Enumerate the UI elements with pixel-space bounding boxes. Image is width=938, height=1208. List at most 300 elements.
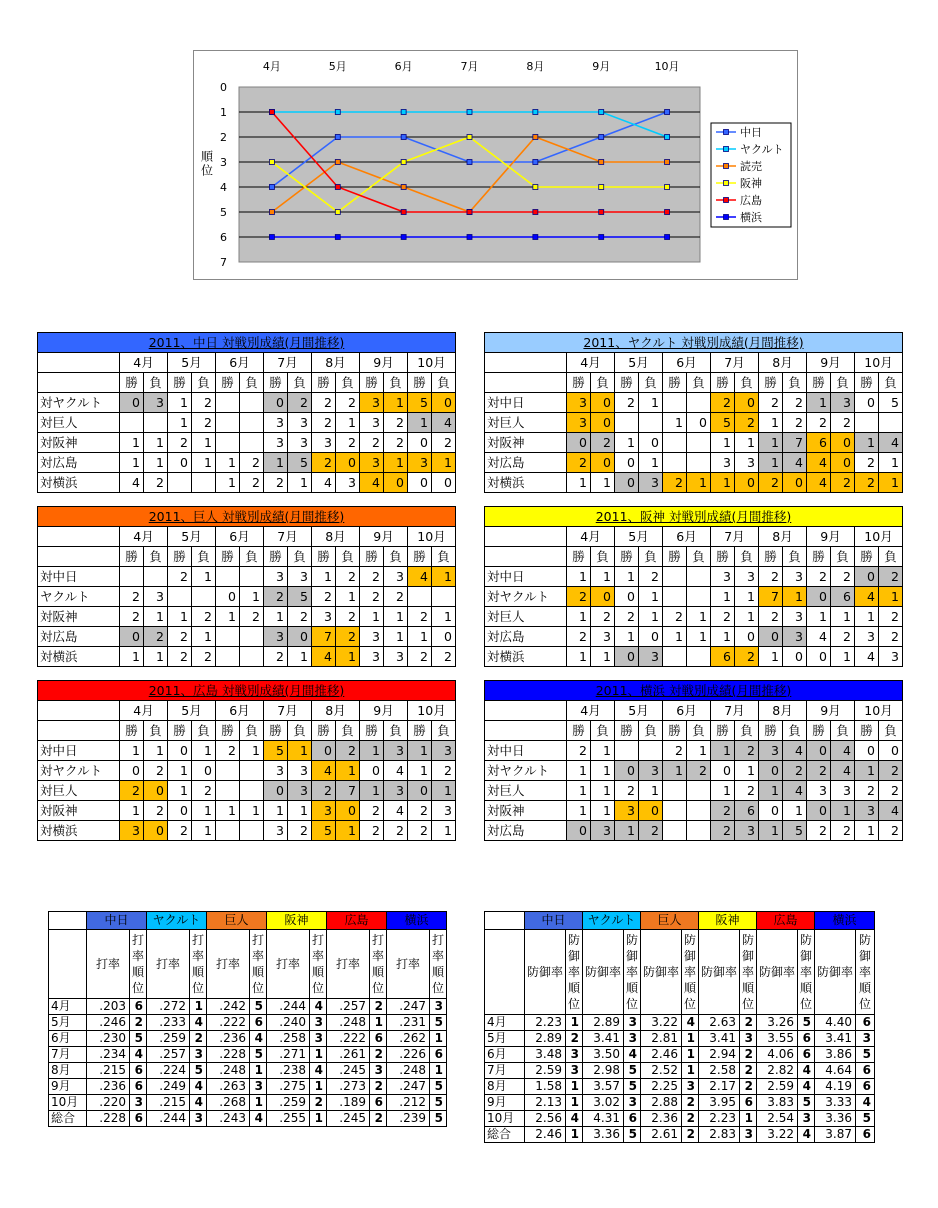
loss-header: 負 (240, 721, 264, 741)
win-cell: 2 (663, 607, 687, 627)
loss-cell: 2 (192, 413, 216, 433)
record-title-text: 2011、巨人 対戦別成績(月間推移) (148, 508, 345, 524)
loss-cell: 3 (288, 413, 312, 433)
stat-value: .226 (387, 1047, 430, 1063)
blank-header (485, 721, 567, 741)
loss-header: 負 (783, 721, 807, 741)
rank-value: 2 (370, 1111, 387, 1127)
win-cell: 0 (759, 761, 783, 781)
win-header: 勝 (120, 547, 144, 567)
opponent-label: 対ヤクルト (38, 761, 120, 781)
loss-cell: 0 (783, 647, 807, 667)
stat-value: 2.54 (757, 1111, 798, 1127)
rank-value: 1 (310, 1079, 327, 1095)
loss-cell: 3 (735, 453, 759, 473)
win-cell: 5 (408, 393, 432, 413)
loss-cell (240, 647, 264, 667)
rank-value: 5 (624, 1127, 641, 1143)
rank-value: 3 (798, 1111, 815, 1127)
opponent-label: 対広島 (38, 453, 120, 473)
win-header: 勝 (312, 547, 336, 567)
loss-cell: 1 (144, 453, 168, 473)
team-header: ヤクルト (147, 912, 207, 930)
win-cell: 6 (807, 433, 831, 453)
win-cell: 1 (408, 761, 432, 781)
rank-value: 2 (370, 1079, 387, 1095)
rank-header: 打率順位 (250, 930, 267, 999)
loss-cell: 2 (384, 821, 408, 841)
win-cell: 0 (615, 647, 639, 667)
loss-cell: 2 (288, 393, 312, 413)
loss-cell: 5 (288, 587, 312, 607)
loss-header: 負 (591, 547, 615, 567)
win-cell: 1 (264, 607, 288, 627)
loss-cell: 2 (336, 741, 360, 761)
loss-cell: 2 (879, 761, 903, 781)
y-tick-label: 3 (220, 156, 227, 169)
win-cell: 2 (120, 781, 144, 801)
month-header: 5月 (168, 701, 216, 721)
loss-cell: 1 (336, 647, 360, 667)
loss-cell: 1 (879, 587, 903, 607)
loss-cell: 2 (735, 413, 759, 433)
win-cell: 0 (567, 433, 591, 453)
win-header: 勝 (312, 373, 336, 393)
records-table-right (484, 332, 903, 841)
win-cell (120, 567, 144, 587)
win-cell: 4 (312, 647, 336, 667)
stat-value: .249 (147, 1079, 190, 1095)
win-cell: 2 (759, 473, 783, 493)
stat-value: .246 (87, 1015, 130, 1031)
rank-value: 1 (430, 1063, 447, 1079)
stat-value: 2.83 (699, 1127, 740, 1143)
win-header: 勝 (360, 547, 384, 567)
rank-value: 2 (370, 1047, 387, 1063)
loss-cell: 3 (288, 761, 312, 781)
blank-header (38, 527, 120, 547)
win-cell: 1 (216, 607, 240, 627)
blank-header (38, 721, 120, 741)
win-cell (663, 393, 687, 413)
win-cell: 2 (360, 567, 384, 587)
month-header: 4月 (567, 701, 615, 721)
data-point (533, 135, 538, 140)
win-cell: 2 (711, 801, 735, 821)
loss-cell: 2 (336, 607, 360, 627)
loss-cell (687, 393, 711, 413)
loss-cell: 1 (831, 647, 855, 667)
win-cell: 1 (855, 761, 879, 781)
rank-value: 4 (798, 1063, 815, 1079)
rank-value: 6 (856, 1015, 875, 1031)
rank-value: 3 (430, 999, 447, 1015)
win-cell: 0 (711, 761, 735, 781)
loss-cell: 1 (432, 607, 456, 627)
loss-cell: 1 (384, 393, 408, 413)
stat-value: .255 (267, 1111, 310, 1127)
win-cell: 1 (408, 413, 432, 433)
loss-header: 負 (144, 373, 168, 393)
loss-header: 負 (432, 373, 456, 393)
rank-value: 3 (856, 1031, 875, 1047)
loss-cell: 1 (192, 821, 216, 841)
rank-value: 1 (566, 1095, 583, 1111)
loss-cell: 3 (783, 607, 807, 627)
rank-value: 1 (250, 1063, 267, 1079)
stat-value: 4.19 (815, 1079, 856, 1095)
loss-header: 負 (336, 547, 360, 567)
legend-entry: 横浜 (740, 211, 762, 224)
win-cell: 2 (615, 607, 639, 627)
loss-cell: 2 (288, 821, 312, 841)
stat-header: 防御率 (757, 930, 798, 1015)
win-cell: 1 (168, 781, 192, 801)
loss-header: 負 (288, 721, 312, 741)
spacer (485, 667, 903, 681)
win-cell: 0 (615, 587, 639, 607)
win-cell: 1 (168, 413, 192, 433)
win-cell: 3 (360, 627, 384, 647)
loss-cell: 3 (336, 473, 360, 493)
loss-cell: 1 (735, 587, 759, 607)
rank-value: 3 (566, 1047, 583, 1063)
loss-cell: 0 (639, 801, 663, 821)
data-point (335, 160, 340, 165)
loss-header: 負 (192, 547, 216, 567)
loss-cell: 2 (735, 741, 759, 761)
win-header: 勝 (360, 721, 384, 741)
win-cell: 0 (168, 453, 192, 473)
win-header: 勝 (408, 547, 432, 567)
loss-cell: 1 (783, 587, 807, 607)
win-cell (663, 587, 687, 607)
loss-cell: 0 (735, 393, 759, 413)
data-point (467, 135, 472, 140)
loss-cell: 2 (432, 433, 456, 453)
win-cell: 1 (663, 627, 687, 647)
win-cell: 1 (711, 627, 735, 647)
loss-cell: 2 (432, 761, 456, 781)
stat-header: 打率 (267, 930, 310, 999)
loss-cell (240, 567, 264, 587)
win-cell: 2 (264, 587, 288, 607)
rank-header: 防御率順位 (566, 930, 583, 1015)
rank-value: 3 (682, 1079, 699, 1095)
loss-cell: 3 (144, 393, 168, 413)
stat-value: .222 (207, 1015, 250, 1031)
loss-cell: 5 (288, 453, 312, 473)
rank-chart (193, 50, 798, 280)
rank-value: 5 (250, 1047, 267, 1063)
legend-entry: 阪神 (740, 177, 762, 190)
loss-cell: 3 (432, 801, 456, 821)
rank-value: 6 (856, 1127, 875, 1143)
loss-cell: 0 (336, 453, 360, 473)
rank-value: 1 (566, 1127, 583, 1143)
record-title-text: 2011、広島 対戦別成績(月間推移) (148, 682, 345, 698)
loss-header: 負 (783, 547, 807, 567)
loss-cell: 4 (783, 741, 807, 761)
month-label: 5月 (49, 1015, 87, 1031)
loss-header: 負 (735, 373, 759, 393)
loss-header: 負 (288, 547, 312, 567)
month-header: 4月 (120, 353, 168, 373)
stat-value: 3.86 (815, 1047, 856, 1063)
loss-header: 負 (384, 373, 408, 393)
stat-value: .247 (387, 1079, 430, 1095)
rank-value: 6 (798, 1047, 815, 1063)
record-title-text: 2011、ヤクルト 対戦別成績(月間推移) (583, 334, 804, 350)
data-point (665, 235, 670, 240)
loss-header: 負 (687, 721, 711, 741)
win-cell (216, 393, 240, 413)
month-header: 6月 (216, 527, 264, 547)
month-label: 総合 (49, 1111, 87, 1127)
win-cell: 0 (807, 741, 831, 761)
month-header: 7月 (264, 527, 312, 547)
rank-value: 6 (250, 1015, 267, 1031)
win-cell: 3 (360, 453, 384, 473)
win-cell: 1 (408, 741, 432, 761)
rank-value: 6 (430, 1047, 447, 1063)
rank-header: 防御率順位 (682, 930, 699, 1015)
loss-cell: 3 (432, 741, 456, 761)
loss-cell: 2 (144, 473, 168, 493)
record-title-text: 2011、横浜 対戦別成績(月間推移) (595, 682, 792, 698)
loss-cell: 3 (384, 741, 408, 761)
loss-cell (240, 413, 264, 433)
loss-cell: 3 (288, 781, 312, 801)
stat-value: .233 (147, 1015, 190, 1031)
win-cell: 3 (759, 741, 783, 761)
data-point (269, 160, 274, 165)
opponent-label: 対中日 (38, 567, 120, 587)
win-header: 勝 (168, 721, 192, 741)
win-cell: 1 (567, 801, 591, 821)
stat-value: .215 (87, 1063, 130, 1079)
month-header: 9月 (360, 353, 408, 373)
win-cell: 2 (408, 607, 432, 627)
stat-value: 4.40 (815, 1015, 856, 1031)
rank-value: 5 (856, 1047, 875, 1063)
win-cell: 1 (408, 627, 432, 647)
win-cell: 3 (807, 781, 831, 801)
data-point (335, 235, 340, 240)
rank-value: 6 (130, 1079, 147, 1095)
rank-value: 6 (856, 1063, 875, 1079)
stat-value: .258 (267, 1031, 310, 1047)
loss-cell: 2 (240, 607, 264, 627)
rank-value: 5 (624, 1079, 641, 1095)
month-header: 7月 (264, 353, 312, 373)
loss-cell: 1 (144, 647, 168, 667)
batting-table (48, 911, 447, 1127)
stat-value: 3.41 (699, 1031, 740, 1047)
loss-cell: 1 (336, 821, 360, 841)
blank-header (485, 701, 567, 721)
win-cell: 1 (711, 473, 735, 493)
stat-value: .268 (207, 1095, 250, 1111)
win-header: 勝 (567, 373, 591, 393)
team-header: 横浜 (387, 912, 447, 930)
data-point (401, 160, 406, 165)
rank-value: 1 (566, 1079, 583, 1095)
rank-value: 6 (130, 999, 147, 1015)
stat-value: .244 (267, 999, 310, 1015)
loss-cell: 2 (336, 433, 360, 453)
month-header: 8月 (312, 701, 360, 721)
loss-cell: 1 (591, 781, 615, 801)
loss-cell: 2 (879, 567, 903, 587)
stat-value: .228 (87, 1111, 130, 1127)
data-point (533, 235, 538, 240)
data-point (335, 110, 340, 115)
loss-cell: 1 (144, 741, 168, 761)
x-tick-label: 10月 (654, 60, 680, 73)
loss-header: 負 (735, 547, 759, 567)
loss-cell: 2 (192, 781, 216, 801)
loss-cell: 0 (735, 627, 759, 647)
stat-value: .245 (327, 1111, 370, 1127)
win-cell: 2 (567, 741, 591, 761)
win-cell: 2 (120, 607, 144, 627)
month-header: 10月 (855, 527, 903, 547)
legend-marker (724, 215, 729, 220)
win-cell: 1 (168, 393, 192, 413)
stat-value: .215 (147, 1095, 190, 1111)
data-point (401, 185, 406, 190)
loss-cell: 1 (240, 801, 264, 821)
data-point (401, 135, 406, 140)
opponent-label: 対横浜 (485, 647, 567, 667)
month-header: 7月 (711, 701, 759, 721)
blank-header (485, 527, 567, 547)
win-cell: 1 (759, 453, 783, 473)
loss-cell: 2 (879, 821, 903, 841)
loss-cell: 0 (783, 473, 807, 493)
loss-cell: 0 (735, 473, 759, 493)
loss-cell: 2 (591, 433, 615, 453)
rank-value: 6 (740, 1095, 757, 1111)
records-table-left (37, 332, 456, 841)
month-header: 9月 (360, 527, 408, 547)
win-cell: 1 (663, 761, 687, 781)
stat-value: 2.94 (699, 1047, 740, 1063)
record-title (38, 507, 456, 527)
win-cell: 3 (855, 801, 879, 821)
win-cell: 1 (567, 781, 591, 801)
rank-value: 4 (682, 1015, 699, 1031)
rank-value: 3 (740, 1031, 757, 1047)
loss-header: 負 (591, 721, 615, 741)
opponent-label: 対巨人 (485, 607, 567, 627)
data-point (467, 110, 472, 115)
win-cell: 1 (120, 647, 144, 667)
loss-header: 負 (831, 373, 855, 393)
rank-value: 1 (310, 1111, 327, 1127)
win-header: 勝 (807, 547, 831, 567)
loss-cell (687, 587, 711, 607)
stat-value: .220 (87, 1095, 130, 1111)
month-label: 4月 (49, 999, 87, 1015)
opponent-label: 対横浜 (38, 647, 120, 667)
rank-value: 3 (130, 1095, 147, 1111)
loss-cell (240, 781, 264, 801)
stat-value: 3.36 (815, 1111, 856, 1127)
x-tick-label: 6月 (394, 60, 413, 73)
stat-value: .259 (267, 1095, 310, 1111)
month-header: 6月 (663, 527, 711, 547)
y-tick-label: 6 (220, 231, 227, 244)
win-header: 勝 (264, 373, 288, 393)
win-cell: 3 (264, 413, 288, 433)
win-header: 勝 (711, 721, 735, 741)
legend-marker (724, 164, 729, 169)
win-cell: 2 (711, 607, 735, 627)
loss-cell: 2 (240, 453, 264, 473)
month-header: 6月 (216, 353, 264, 373)
blank-header (485, 930, 525, 1015)
win-cell: 0 (120, 393, 144, 413)
loss-cell: 1 (432, 781, 456, 801)
rank-value: 2 (740, 1079, 757, 1095)
win-cell: 6 (711, 647, 735, 667)
rank-value: 2 (566, 1031, 583, 1047)
win-cell (663, 647, 687, 667)
loss-cell: 3 (288, 433, 312, 453)
rank-value: 2 (370, 999, 387, 1015)
rank-value: 5 (798, 1015, 815, 1031)
rank-value: 4 (566, 1111, 583, 1127)
win-cell (615, 741, 639, 761)
loss-cell: 1 (591, 473, 615, 493)
y-tick-label: 5 (220, 206, 227, 219)
win-cell: 1 (711, 741, 735, 761)
loss-cell (192, 473, 216, 493)
loss-cell: 2 (735, 781, 759, 801)
x-tick-label: 5月 (328, 60, 347, 73)
loss-header: 負 (639, 373, 663, 393)
win-cell: 2 (855, 473, 879, 493)
loss-cell (639, 413, 663, 433)
loss-cell: 0 (591, 393, 615, 413)
stat-value: .273 (327, 1079, 370, 1095)
x-tick-label: 7月 (460, 60, 479, 73)
rank-value: 2 (190, 1031, 207, 1047)
loss-cell: 1 (639, 393, 663, 413)
stat-header: 打率 (87, 930, 130, 999)
rank-value: 4 (798, 1079, 815, 1095)
win-header: 勝 (264, 547, 288, 567)
loss-cell: 0 (879, 741, 903, 761)
rank-value: 1 (566, 1015, 583, 1031)
win-header: 勝 (855, 373, 879, 393)
loss-cell: 0 (591, 413, 615, 433)
win-cell: 7 (759, 587, 783, 607)
loss-cell: 3 (639, 761, 663, 781)
win-header: 勝 (807, 721, 831, 741)
rank-value: 4 (190, 1095, 207, 1111)
loss-cell: 1 (687, 627, 711, 647)
loss-header: 負 (735, 721, 759, 741)
win-cell: 3 (264, 433, 288, 453)
win-header: 勝 (759, 373, 783, 393)
opponent-label: 対横浜 (38, 821, 120, 841)
loss-cell (240, 627, 264, 647)
opponent-label: 対阪神 (38, 801, 120, 821)
month-label: 7月 (485, 1063, 525, 1079)
